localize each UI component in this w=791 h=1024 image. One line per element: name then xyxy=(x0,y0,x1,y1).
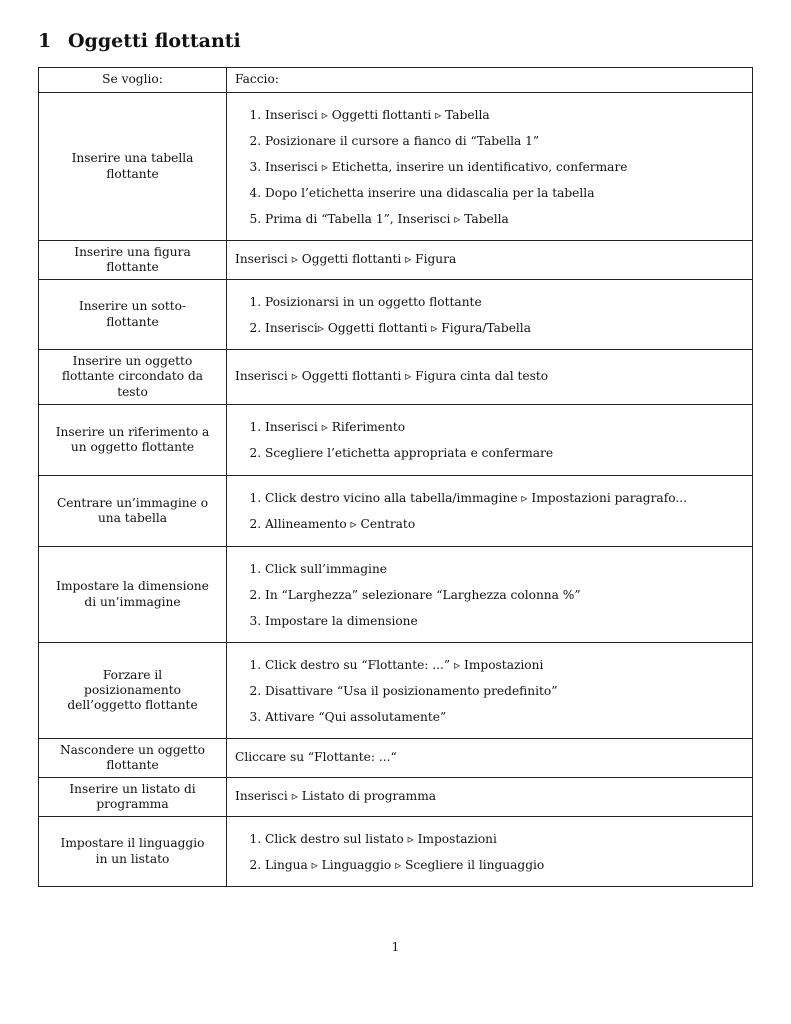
task-cell: Centrare un’immagine o una tabella xyxy=(39,476,227,547)
steps-cell xyxy=(227,476,753,547)
table-row xyxy=(39,476,753,547)
step-item: 1. Click destro su “Flottante: ...” ▹ Impostazioni xyxy=(265,652,744,678)
table-row xyxy=(39,93,753,241)
steps-cell xyxy=(227,280,753,350)
step-item: 1. Click sull’immagine xyxy=(265,556,744,582)
action-cell: Inserisci ▹ Oggetti flottanti ▹ Figura cinta dal testo xyxy=(227,350,753,405)
steps-cell xyxy=(227,643,753,739)
step-item: 2. Inserisci▹ Oggetti flottanti ▹ Figura/Tabella xyxy=(265,315,744,341)
header-do: Faccio: xyxy=(227,68,753,93)
step-item: 1. Inserisci ▹ Riferimento xyxy=(265,414,744,440)
action-cell: Inserisci ▹ Listato di programma xyxy=(227,778,753,817)
table-row xyxy=(39,547,753,643)
table-row xyxy=(39,280,753,350)
how-to-table xyxy=(38,67,753,887)
table-row xyxy=(39,405,753,476)
steps-list xyxy=(235,289,744,341)
step-item: 2. Allineamento ▹ Centrato xyxy=(265,511,744,537)
table-header-row xyxy=(39,68,753,93)
steps-cell xyxy=(227,405,753,476)
step-item: 2. Scegliere l’etichetta appropriata e confermare xyxy=(265,440,744,466)
step-item: 1. Inserisci ▹ Oggetti flottanti ▹ Tabella xyxy=(265,102,744,128)
step-item: 5. Prima di “Tabella 1”, Inserisci ▹ Tabella xyxy=(265,206,744,232)
step-item: 3. Inserisci ▹ Etichetta, inserire un identificativo, confermare xyxy=(265,154,744,180)
table-row xyxy=(39,739,753,778)
task-cell: Inserire un listato di programma xyxy=(39,778,227,817)
header-want: Se voglio: xyxy=(39,68,227,93)
table-row xyxy=(39,817,753,887)
task-cell: Inserire una tabella flottante xyxy=(39,93,227,241)
task-cell: Impostare la dimensione di un’immagine xyxy=(39,547,227,643)
steps-cell xyxy=(227,93,753,241)
task-cell: Impostare il linguaggio in un listato xyxy=(39,817,227,887)
steps-list xyxy=(235,414,744,466)
steps-list xyxy=(235,102,744,232)
step-item: 1. Click destro vicino alla tabella/immagine ▹ Impostazioni paragrafo... xyxy=(265,485,744,511)
step-item: 1. Posizionarsi in un oggetto flottante xyxy=(265,289,744,315)
task-cell: Forzare il posizionamento dell’oggetto flottante xyxy=(39,643,227,739)
table-row xyxy=(39,643,753,739)
action-cell: Cliccare su “Flottante: ...“ xyxy=(227,739,753,778)
action-cell: Inserisci ▹ Oggetti flottanti ▹ Figura xyxy=(227,241,753,280)
step-item: 3. Attivare “Qui assolutamente” xyxy=(265,704,744,730)
step-item: 3. Impostare la dimensione xyxy=(265,608,744,634)
step-item: 4. Dopo l’etichetta inserire una didascalia per la tabella xyxy=(265,180,744,206)
step-item: 1. Click destro sul listato ▹ Impostazioni xyxy=(265,826,744,852)
steps-cell xyxy=(227,817,753,887)
table-row xyxy=(39,241,753,280)
steps-list xyxy=(235,556,744,634)
task-cell: Inserire un oggetto flottante circondato da testo xyxy=(39,350,227,405)
steps-cell xyxy=(227,547,753,643)
task-cell: Inserire un sotto-flottante xyxy=(39,280,227,350)
step-item: 2. Lingua ▹ Linguaggio ▹ Scegliere il linguaggio xyxy=(265,852,744,878)
section-title: Oggetti flottanti xyxy=(68,30,241,52)
step-item: 2. Disattivare “Usa il posizionamento predefinito” xyxy=(265,678,744,704)
table-row xyxy=(39,778,753,817)
section-number: 1 xyxy=(38,30,52,52)
step-item: 2. Posizionare il cursore a fianco di “Tabella 1” xyxy=(265,128,744,154)
task-cell: Inserire una figura flottante xyxy=(39,241,227,280)
task-cell: Inserire un riferimento a un oggetto flottante xyxy=(39,405,227,476)
section-heading xyxy=(38,30,241,52)
table-row xyxy=(39,350,753,405)
steps-list xyxy=(235,652,744,730)
task-cell: Nascondere un oggetto flottante xyxy=(39,739,227,778)
step-item: 2. In “Larghezza” selezionare “Larghezza colonna %” xyxy=(265,582,744,608)
steps-list xyxy=(235,826,744,878)
steps-list xyxy=(235,485,744,537)
page-number: 1 xyxy=(391,940,400,954)
